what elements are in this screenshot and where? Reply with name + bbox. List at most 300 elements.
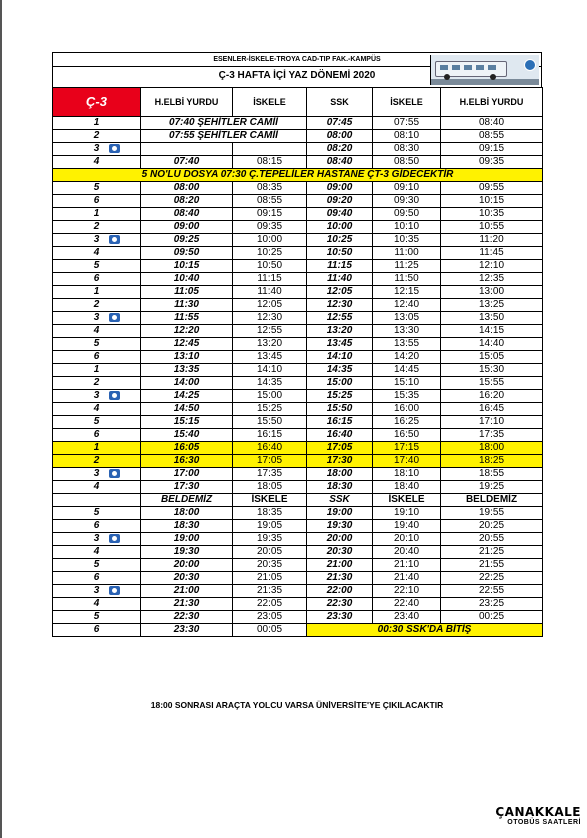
- vehicle-number: [53, 312, 141, 325]
- trip-row: [53, 520, 543, 533]
- departure-time: 11:05: [141, 286, 233, 299]
- departure-time: 11:55: [141, 312, 233, 325]
- vehicle-number-text: 6: [93, 195, 100, 206]
- iskele-time: 11:15: [233, 273, 307, 286]
- iskele-return-time: 21:10: [373, 559, 441, 572]
- trip-row: [53, 299, 543, 312]
- trip-row: [53, 442, 543, 455]
- ssk-time: 07:45: [307, 117, 373, 130]
- iskele-time: 23:05: [233, 611, 307, 624]
- arrival-time: 12:35: [441, 273, 543, 286]
- vehicle-number-text: 2: [93, 377, 100, 388]
- vehicle-number: [53, 234, 141, 247]
- vehicle-number-text: 5: [93, 507, 100, 518]
- arrival-time: 16:45: [441, 403, 543, 416]
- schedule-table: [52, 87, 543, 637]
- iskele-return-time: 10:10: [373, 221, 441, 234]
- trip-row: [53, 481, 543, 494]
- departure-time-merged: 07:55 ŞEHİTLER CAMİİ: [141, 130, 307, 143]
- arrival-time: 19:25: [441, 481, 543, 494]
- vehicle-number: [53, 403, 141, 416]
- arrival-time: 15:55: [441, 377, 543, 390]
- ssk-time: 11:15: [307, 260, 373, 273]
- departure-time-merged: 07:40 ŞEHİTLER CAMİİ: [141, 117, 307, 130]
- trip-row: [53, 546, 543, 559]
- iskele-return-time: 07:55: [373, 117, 441, 130]
- departure-time: 21:30: [141, 598, 233, 611]
- arrival-time: 15:05: [441, 351, 543, 364]
- iskele-time: 11:40: [233, 286, 307, 299]
- iskele-return-time: 18:10: [373, 468, 441, 481]
- iskele-time: 12:55: [233, 325, 307, 338]
- vehicle-number: [53, 182, 141, 195]
- arrival-time: 20:25: [441, 520, 543, 533]
- iskele-time: 21:05: [233, 572, 307, 585]
- iskele-return-time: 19:10: [373, 507, 441, 520]
- departure-time: 21:00: [141, 585, 233, 598]
- arrival-time: 15:30: [441, 364, 543, 377]
- iskele-return-time: 16:50: [373, 429, 441, 442]
- ssk-time: 17:05: [307, 442, 373, 455]
- ssk-time: 12:05: [307, 286, 373, 299]
- ssk-time: 18:30: [307, 481, 373, 494]
- iskele-return-time: 10:35: [373, 234, 441, 247]
- ssk-time: 22:30: [307, 598, 373, 611]
- iskele-time: 15:00: [233, 390, 307, 403]
- brand-logo: [495, 805, 581, 826]
- arrival-time: 11:20: [441, 234, 543, 247]
- trip-row: [53, 156, 543, 169]
- vehicle-number-text: 1: [93, 208, 100, 219]
- vehicle-number: [53, 195, 141, 208]
- ssk-time: 22:00: [307, 585, 373, 598]
- arrival-time: 17:10: [441, 416, 543, 429]
- vehicle-number-text: 4: [93, 156, 100, 167]
- vehicle-number-text: 6: [93, 273, 100, 284]
- arrival-time: 08:55: [441, 130, 543, 143]
- vehicle-number-text: 4: [93, 546, 100, 557]
- iskele-return-time: 18:40: [373, 481, 441, 494]
- wheelchair-accessible-icon: [109, 469, 120, 478]
- departure-time: 15:40: [141, 429, 233, 442]
- vehicle-number-text: 2: [93, 130, 100, 141]
- arrival-time: 18:00: [441, 442, 543, 455]
- iskele-time: 16:40: [233, 442, 307, 455]
- iskele-time: 19:35: [233, 533, 307, 546]
- departure-time: 13:35: [141, 364, 233, 377]
- vehicle-number-text: 5: [93, 611, 100, 622]
- iskele-time: 16:15: [233, 429, 307, 442]
- trip-row: [53, 247, 543, 260]
- ssk-time: 17:30: [307, 455, 373, 468]
- trip-row: [53, 390, 543, 403]
- vehicle-number-text: 1: [93, 117, 100, 128]
- trip-row: [53, 455, 543, 468]
- subheader-cell: BELDEMİZ: [141, 494, 233, 507]
- vehicle-number-text: 5: [93, 559, 100, 570]
- trip-row: [53, 533, 543, 546]
- vehicle-number: [53, 351, 141, 364]
- arrival-time: 18:55: [441, 468, 543, 481]
- vehicle-number: [53, 377, 141, 390]
- wheelchair-accessible-icon: [109, 586, 120, 595]
- ssk-time: 08:40: [307, 156, 373, 169]
- vehicle-number-text: 4: [93, 403, 100, 414]
- vehicle-number: [53, 585, 141, 598]
- ssk-time: 15:50: [307, 403, 373, 416]
- iskele-time: 09:15: [233, 208, 307, 221]
- departure-time: 08:20: [141, 195, 233, 208]
- iskele-return-time: 21:40: [373, 572, 441, 585]
- iskele-return-time: 16:25: [373, 416, 441, 429]
- trip-row: [53, 559, 543, 572]
- vehicle-number-text: 1: [93, 286, 100, 297]
- vehicle-number-text: 3: [93, 234, 100, 245]
- ssk-time: 12:30: [307, 299, 373, 312]
- trip-row: [53, 572, 543, 585]
- vehicle-number-text: 5: [93, 416, 100, 427]
- iskele-time: 09:35: [233, 221, 307, 234]
- vehicle-number-text: 3: [93, 390, 100, 401]
- vehicle-number-text: 5: [93, 182, 100, 193]
- trip-row: [53, 338, 543, 351]
- arrival-time: 12:10: [441, 260, 543, 273]
- iskele-return-time: 15:35: [373, 390, 441, 403]
- column-header: H.ELBİ YURDU: [441, 88, 543, 117]
- trip-row: [53, 117, 543, 130]
- ssk-time: 20:30: [307, 546, 373, 559]
- vehicle-number: [53, 156, 141, 169]
- notice-row: [53, 169, 543, 182]
- timetable-title: Ç-3 HAFTA İÇİ YAZ DÖNEMİ 2020: [218, 70, 376, 81]
- arrival-time: 22:25: [441, 572, 543, 585]
- trip-row: [53, 273, 543, 286]
- trip-row: [53, 260, 543, 273]
- vehicle-number: [53, 468, 141, 481]
- vehicle-number: [53, 130, 141, 143]
- ssk-time: 14:35: [307, 364, 373, 377]
- vehicle-number-text: 6: [93, 572, 100, 583]
- arrival-time: 10:15: [441, 195, 543, 208]
- ssk-time: 18:00: [307, 468, 373, 481]
- vehicle-number: [53, 286, 141, 299]
- vehicle-number-text: 4: [93, 598, 100, 609]
- departure-time: 22:30: [141, 611, 233, 624]
- arrival-time: 09:55: [441, 182, 543, 195]
- brand-line-1: ÇANAKKALE: [495, 805, 581, 819]
- iskele-time: 22:05: [233, 598, 307, 611]
- departure-time: 09:50: [141, 247, 233, 260]
- iskele-return-time: 13:30: [373, 325, 441, 338]
- departure-time: 23:30: [141, 624, 233, 637]
- ssk-time: 09:20: [307, 195, 373, 208]
- departure-time: 12:20: [141, 325, 233, 338]
- iskele-return-time: 08:10: [373, 130, 441, 143]
- arrival-time: 18:25: [441, 455, 543, 468]
- iskele-return-time: 11:50: [373, 273, 441, 286]
- footer-note: 18:00 SONRASI ARAÇTA YOLCU VARSA ÜNİVERSİTE'YE ÇIKILACAKTIR: [150, 700, 444, 710]
- arrival-time: 23:25: [441, 598, 543, 611]
- ssk-time: 08:00: [307, 130, 373, 143]
- iskele-time: 10:50: [233, 260, 307, 273]
- trip-row: [53, 130, 543, 143]
- arrival-time: 14:40: [441, 338, 543, 351]
- ssk-time: 11:40: [307, 273, 373, 286]
- iskele-return-time: 14:45: [373, 364, 441, 377]
- column-header: H.ELBİ YURDU: [141, 88, 233, 117]
- departure-time: 13:10: [141, 351, 233, 364]
- iskele-time: 13:20: [233, 338, 307, 351]
- vehicle-number-text: 6: [93, 429, 100, 440]
- vehicle-number-text: 3: [93, 143, 100, 154]
- trip-row: [53, 416, 543, 429]
- ssk-time: 10:50: [307, 247, 373, 260]
- vehicle-number-text: 5: [93, 338, 100, 349]
- iskele-return-time: 12:15: [373, 286, 441, 299]
- vehicle-number-text: 4: [93, 247, 100, 258]
- arrival-time: 09:35: [441, 156, 543, 169]
- ssk-time: 08:20: [307, 143, 373, 156]
- departure-time: 10:40: [141, 273, 233, 286]
- vehicle-number: [53, 260, 141, 273]
- iskele-time: 12:05: [233, 299, 307, 312]
- vehicle-number-text: 4: [93, 325, 100, 336]
- trip-row: [53, 377, 543, 390]
- arrival-time: 00:25: [441, 611, 543, 624]
- departure-time: 14:00: [141, 377, 233, 390]
- route-code-header: Ç-3: [53, 88, 141, 117]
- vehicle-number: [53, 429, 141, 442]
- vehicle-number: [53, 559, 141, 572]
- departure-time: 08:40: [141, 208, 233, 221]
- iskele-time: 18:05: [233, 481, 307, 494]
- vehicle-number-text: 3: [93, 312, 100, 323]
- vehicle-number: [53, 533, 141, 546]
- vehicle-number: [53, 273, 141, 286]
- iskele-return-time: 15:10: [373, 377, 441, 390]
- vehicle-number-text: 1: [93, 364, 100, 375]
- vehicle-number-text: 2: [93, 221, 100, 232]
- trip-row: [53, 286, 543, 299]
- timetable-header: [52, 52, 542, 87]
- iskele-return-time: 09:50: [373, 208, 441, 221]
- wheelchair-accessible-icon: [109, 313, 120, 322]
- iskele-time: 08:15: [233, 156, 307, 169]
- iskele-time: 12:30: [233, 312, 307, 325]
- arrival-time: 14:15: [441, 325, 543, 338]
- trip-row: [53, 208, 543, 221]
- route-name: ESENLER-İSKELE-TROYA CAD-TIP FAK.-KAMPÜS: [53, 54, 541, 67]
- vehicle-number: [53, 299, 141, 312]
- trip-row: [53, 468, 543, 481]
- iskele-time: [233, 143, 307, 156]
- iskele-return-time: 20:10: [373, 533, 441, 546]
- iskele-time: 20:35: [233, 559, 307, 572]
- trip-row: [53, 611, 543, 624]
- departure-time: 08:00: [141, 182, 233, 195]
- arrival-time: 21:55: [441, 559, 543, 572]
- notice-text: 5 NO'LU DOSYA 07:30 Ç.TEPELİLER HASTANE ÇT-3 GİDECEKTİR: [53, 169, 543, 182]
- departure-time: 16:30: [141, 455, 233, 468]
- arrival-time: 19:55: [441, 507, 543, 520]
- left-page-border: [0, 0, 2, 838]
- ssk-time: 20:00: [307, 533, 373, 546]
- iskele-return-time: 17:40: [373, 455, 441, 468]
- arrival-time: 21:25: [441, 546, 543, 559]
- iskele-return-time: 20:40: [373, 546, 441, 559]
- departure-time: 19:30: [141, 546, 233, 559]
- departure-time: 12:45: [141, 338, 233, 351]
- vehicle-number-text: 3: [93, 468, 100, 479]
- departure-time: [141, 143, 233, 156]
- ssk-time: 15:25: [307, 390, 373, 403]
- iskele-return-time: 11:00: [373, 247, 441, 260]
- departure-time: 14:25: [141, 390, 233, 403]
- trip-row: [53, 624, 543, 637]
- iskele-time: 19:05: [233, 520, 307, 533]
- wheelchair-accessible-icon: [109, 235, 120, 244]
- trip-row: [53, 182, 543, 195]
- vehicle-number-text: 5: [93, 260, 100, 271]
- iskele-time: 21:35: [233, 585, 307, 598]
- vehicle-number: [53, 338, 141, 351]
- vehicle-number-text: 3: [93, 585, 100, 596]
- subheader-cell: SSK: [307, 494, 373, 507]
- arrival-time: 13:25: [441, 299, 543, 312]
- vehicle-number: [53, 481, 141, 494]
- arrival-time: 22:55: [441, 585, 543, 598]
- departure-time: 20:30: [141, 572, 233, 585]
- ssk-time: 16:15: [307, 416, 373, 429]
- subheader-row: [53, 494, 543, 507]
- vehicle-number: [53, 624, 141, 637]
- arrival-time: 08:40: [441, 117, 543, 130]
- departure-time: 17:00: [141, 468, 233, 481]
- departure-time: 16:05: [141, 442, 233, 455]
- vehicle-number: [53, 117, 141, 130]
- arrival-time: 10:55: [441, 221, 543, 234]
- departure-time: 20:00: [141, 559, 233, 572]
- iskele-time: 17:35: [233, 468, 307, 481]
- iskele-time: 00:05: [233, 624, 307, 637]
- iskele-time: 18:35: [233, 507, 307, 520]
- vehicle-number: [53, 416, 141, 429]
- arrival-time: 17:35: [441, 429, 543, 442]
- vehicle-number: [53, 598, 141, 611]
- ssk-time: 10:25: [307, 234, 373, 247]
- departure-time: 09:25: [141, 234, 233, 247]
- departure-time: 18:30: [141, 520, 233, 533]
- vehicle-number: [53, 221, 141, 234]
- ssk-time: 23:30: [307, 611, 373, 624]
- iskele-return-time: 13:05: [373, 312, 441, 325]
- arrival-time: 16:20: [441, 390, 543, 403]
- vehicle-number: [53, 455, 141, 468]
- vehicle-number: [53, 325, 141, 338]
- departure-time: 17:30: [141, 481, 233, 494]
- column-header: İSKELE: [373, 88, 441, 117]
- wheelchair-accessible-icon: [109, 391, 120, 400]
- trip-row: [53, 403, 543, 416]
- trip-row: [53, 312, 543, 325]
- departure-time: 14:50: [141, 403, 233, 416]
- iskele-time: 10:00: [233, 234, 307, 247]
- iskele-return-time: 22:10: [373, 585, 441, 598]
- vehicle-number-text: 6: [93, 624, 100, 635]
- vehicle-number: [53, 143, 141, 156]
- iskele-return-time: 17:15: [373, 442, 441, 455]
- ssk-time: 13:45: [307, 338, 373, 351]
- ssk-time: 21:30: [307, 572, 373, 585]
- subheader-cell: BELDEMİZ: [441, 494, 543, 507]
- departure-time: 07:40: [141, 156, 233, 169]
- iskele-time: 14:35: [233, 377, 307, 390]
- vehicle-number: [53, 442, 141, 455]
- departure-time: 10:15: [141, 260, 233, 273]
- departure-time: 09:00: [141, 221, 233, 234]
- arrival-time: 11:45: [441, 247, 543, 260]
- iskele-time: 08:55: [233, 195, 307, 208]
- end-note: 00:30 SSK'DA BİTİŞ: [307, 624, 543, 637]
- trip-row: [53, 143, 543, 156]
- ssk-time: 16:40: [307, 429, 373, 442]
- iskele-time: 10:25: [233, 247, 307, 260]
- brand-line-2: OTOBÜS SAATLERİ: [507, 819, 581, 826]
- iskele-return-time: 11:25: [373, 260, 441, 273]
- iskele-return-time: 22:40: [373, 598, 441, 611]
- subheader-cell: İSKELE: [233, 494, 307, 507]
- vehicle-number-text: 4: [93, 481, 100, 492]
- vehicle-number-text: 3: [93, 533, 100, 544]
- column-header-row: [53, 88, 543, 117]
- trip-row: [53, 429, 543, 442]
- vehicle-number-text: 1: [93, 442, 100, 453]
- departure-time: 19:00: [141, 533, 233, 546]
- wheelchair-accessible-icon: [109, 534, 120, 543]
- trip-row: [53, 195, 543, 208]
- iskele-return-time: 23:40: [373, 611, 441, 624]
- iskele-return-time: 09:10: [373, 182, 441, 195]
- vehicle-number: [53, 390, 141, 403]
- arrival-time: 13:00: [441, 286, 543, 299]
- iskele-return-time: 16:00: [373, 403, 441, 416]
- trip-row: [53, 364, 543, 377]
- vehicle-number-text: 6: [93, 520, 100, 531]
- iskele-return-time: 12:40: [373, 299, 441, 312]
- vehicle-number: [53, 247, 141, 260]
- iskele-return-time: 09:30: [373, 195, 441, 208]
- trip-row: [53, 585, 543, 598]
- iskele-return-time: 13:55: [373, 338, 441, 351]
- vehicle-number-text: 2: [93, 455, 100, 466]
- iskele-return-time: 14:20: [373, 351, 441, 364]
- ssk-time: 19:00: [307, 507, 373, 520]
- vehicle-number-text: 6: [93, 351, 100, 362]
- arrival-time: 13:50: [441, 312, 543, 325]
- trip-row: [53, 234, 543, 247]
- departure-time: 15:15: [141, 416, 233, 429]
- iskele-return-time: 08:30: [373, 143, 441, 156]
- vehicle-number: [53, 611, 141, 624]
- vehicle-number: [53, 507, 141, 520]
- vehicle-number-text: 2: [93, 299, 100, 310]
- vehicle-number: [53, 208, 141, 221]
- iskele-time: 15:25: [233, 403, 307, 416]
- iskele-time: 14:10: [233, 364, 307, 377]
- trip-row: [53, 507, 543, 520]
- iskele-return-time: 08:50: [373, 156, 441, 169]
- ssk-time: 12:55: [307, 312, 373, 325]
